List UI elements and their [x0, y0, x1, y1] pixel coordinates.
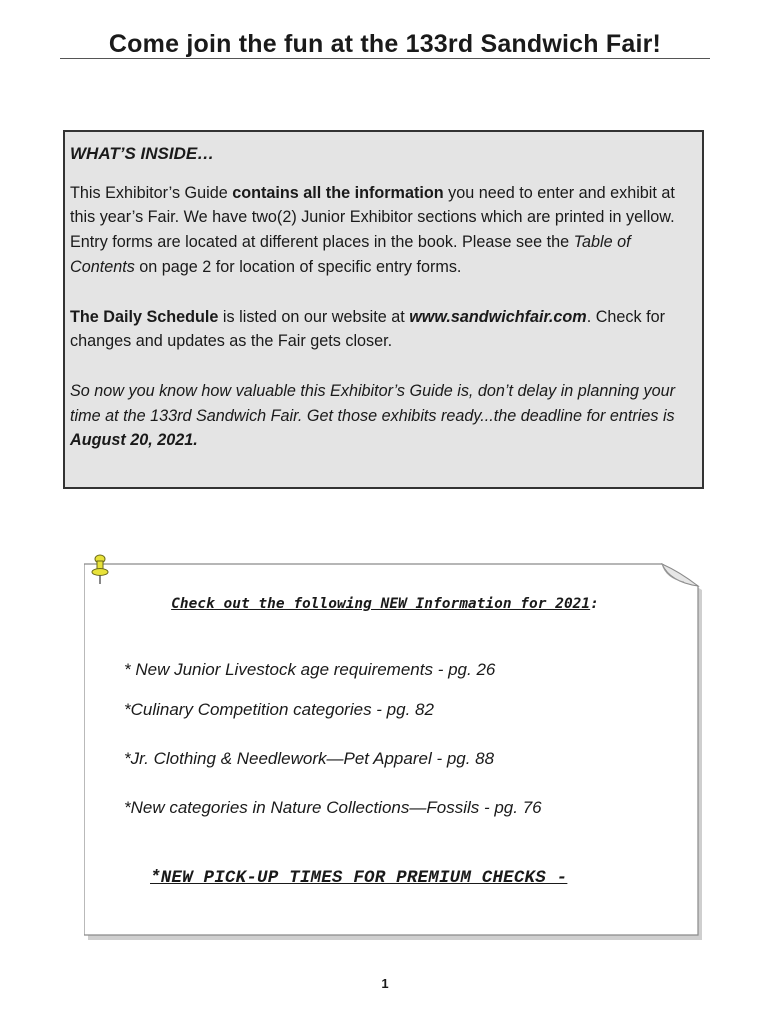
page-title: Come join the fun at the 133rd Sandwich Fair!	[108, 30, 662, 58]
list-item: *Culinary Competition categories - pg. 82	[124, 700, 434, 719]
intro-text-1: This Exhibitor’s Guide	[70, 183, 233, 202]
new-info-heading-text: Check out the following NEW Information for 2021	[171, 596, 591, 612]
website-url: www.sandwichfair.com	[409, 307, 587, 326]
table-of-contents-ref: Table of Contents	[70, 233, 631, 276]
daily-schedule-label: The Daily Schedule	[70, 307, 219, 326]
new-info-heading-colon: :	[590, 596, 599, 612]
schedule-text-2: . Check for changes and updates as the Fair gets closer.	[70, 307, 665, 351]
list-item: *New categories in Nature Collections—Fossils - pg. 76	[124, 798, 542, 817]
intro-text-3: on page 2 for location of specific entry forms.	[134, 257, 462, 276]
schedule-text-1: is listed on our website at	[218, 307, 410, 326]
deadline-date: August 20, 2021.	[70, 431, 198, 450]
whats-inside-heading: WHAT’S INSIDE…	[70, 144, 215, 163]
intro-text-bold: contains all the information	[232, 183, 444, 202]
title-divider	[60, 58, 710, 59]
page-number: 1	[381, 976, 389, 991]
intro-text-2: you need to enter and exhibit at this year’s Fair. We have two(2) Junior Exhibitor sections which are printed in yellow. Entry forms are located at different places in the book. Please see the	[70, 183, 675, 252]
list-item: *Jr. Clothing & Needlework—Pet Apparel - pg. 88	[124, 749, 495, 768]
intro-paragraph	[70, 181, 696, 280]
deadline-text: So now you know how valuable this Exhibitor’s Guide is, don’t delay in planning your time at the 133rd Sandwich Fair. Get those exhibits ready...the deadline for entries is	[70, 381, 675, 425]
whats-inside-box	[63, 130, 704, 489]
deadline-paragraph	[70, 379, 696, 453]
pickup-times-notice: *NEW PICK-UP TIMES FOR PREMIUM CHECKS -	[150, 868, 568, 888]
schedule-paragraph	[70, 305, 696, 354]
pushpin-icon	[88, 552, 112, 586]
list-item: * New Junior Livestock age requirements - pg. 26	[124, 660, 496, 679]
new-info-heading	[0, 596, 770, 612]
